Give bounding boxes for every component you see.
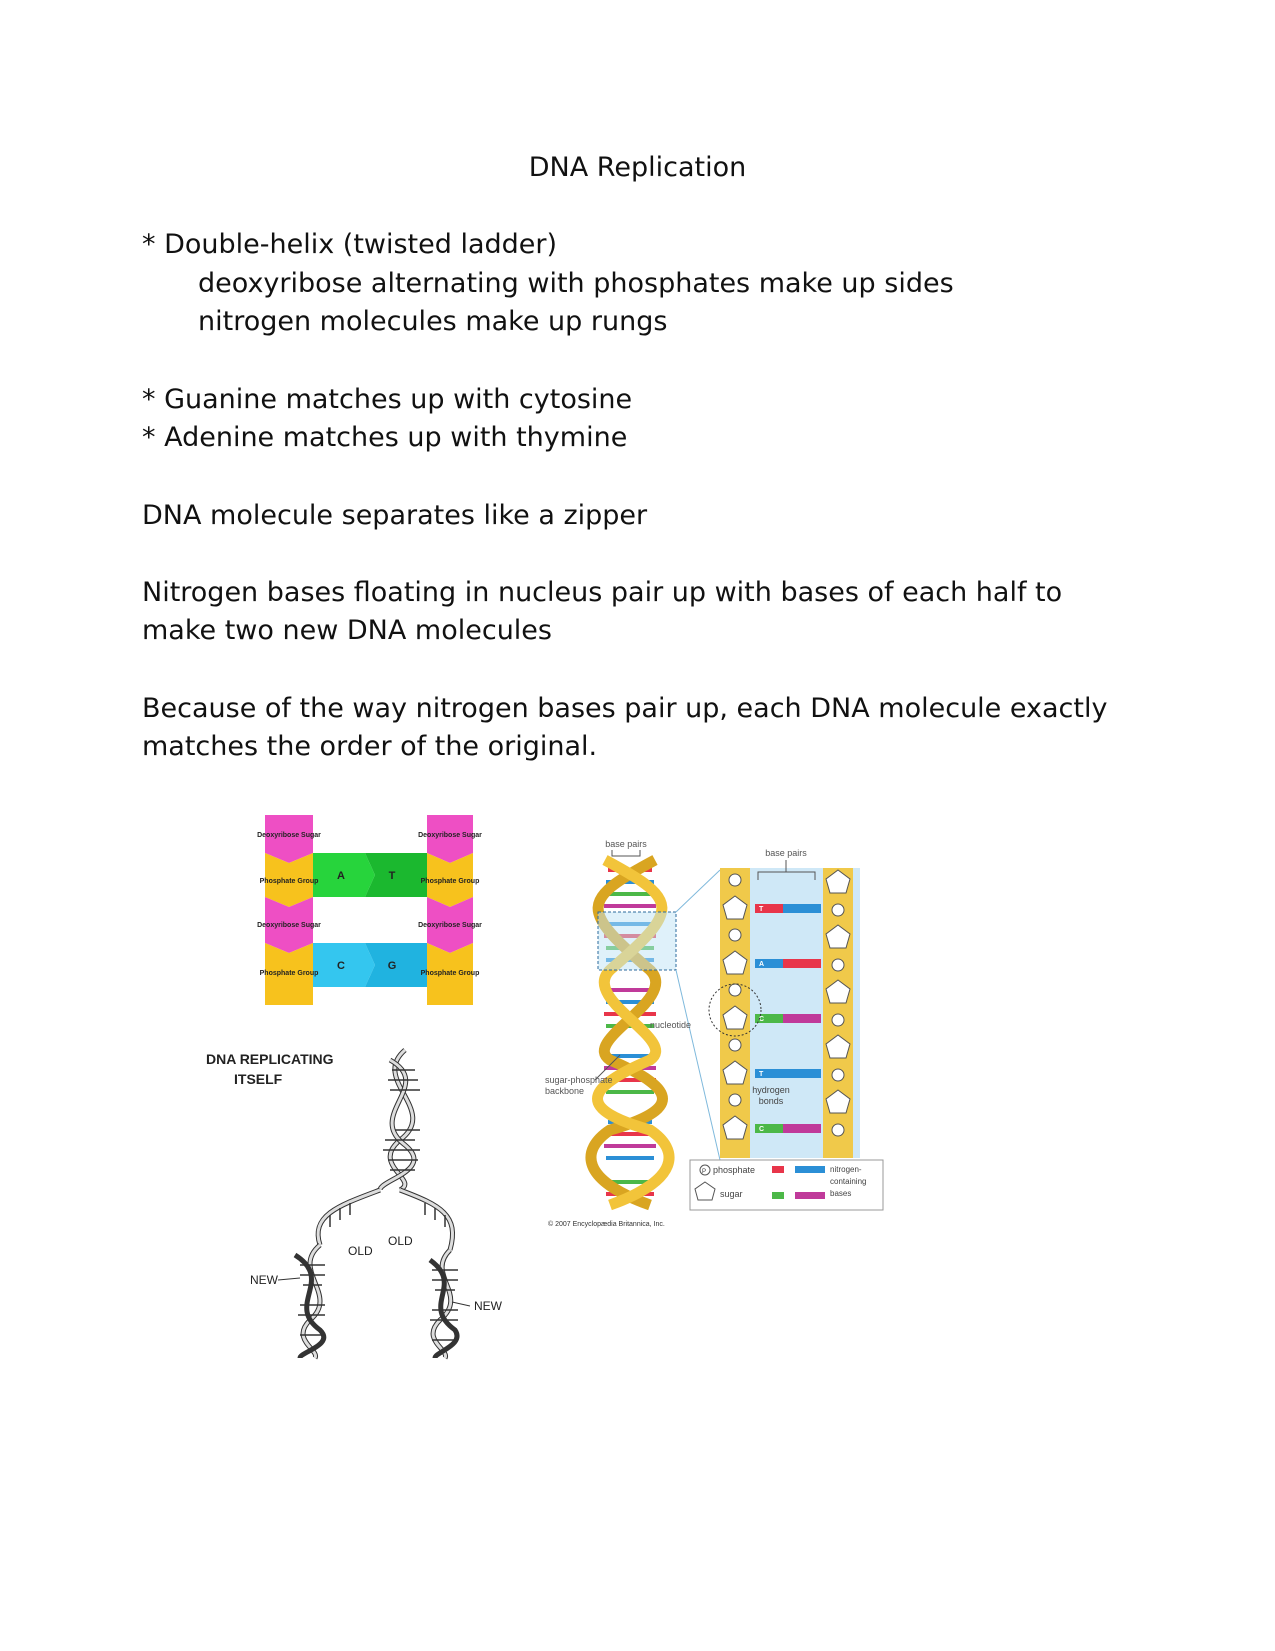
label-phosphate-4: Phosphate Group: [420, 970, 480, 977]
label-backbone-1: sugar-phosphate: [545, 1075, 613, 1085]
base-g: G: [387, 960, 397, 972]
pair-letter-4: T: [759, 1071, 764, 1078]
replication-title-1: DNA REPLICATING: [206, 1051, 334, 1067]
bullet-guanine: * Guanine matches up with cytosine: [142, 384, 633, 415]
label-sugar-2: Deoxyribose Sugar: [257, 922, 321, 929]
britannica-figure: [540, 830, 890, 1240]
base-t: T: [388, 870, 396, 882]
replication-fork: [318, 1190, 452, 1250]
copyright: © 2007 Encyclopædia Britannica, Inc.: [548, 1221, 665, 1228]
left-daughter-helix: [295, 1245, 325, 1358]
parent-helix: [380, 1050, 420, 1190]
text-rungs: nitrogen molecules make up rungs: [198, 306, 668, 337]
label-phosphate-1: Phosphate Group: [259, 878, 319, 885]
bullet-adenine: * Adenine matches up with thymine: [142, 422, 628, 453]
legend: [690, 1160, 883, 1210]
label-new-right: NEW: [474, 1299, 502, 1313]
label-sugar-3: Deoxyribose Sugar: [418, 832, 482, 839]
legend-bases-2: containing: [830, 1177, 867, 1186]
text-bases-1: Nitrogen bases floating in nucleus pair up with bases of each half to: [142, 577, 1063, 608]
label-nucleotide: nucleotide: [650, 1020, 692, 1030]
label-sugar-4: Deoxyribose Sugar: [418, 922, 482, 929]
text-zipper: DNA molecule separates like a zipper: [142, 500, 648, 531]
label-hydrogen-1: hydrogen: [752, 1085, 790, 1095]
text-order-2: matches the order of the original.: [142, 731, 598, 762]
replication-figure: [200, 1040, 520, 1360]
label-hydrogen-2: bonds: [758, 1096, 784, 1106]
page-title: DNA Replication: [528, 152, 747, 183]
label-backbone-2: backbone: [545, 1086, 585, 1096]
pair-letter-2: A: [759, 961, 765, 968]
label-phosphate-2: Phosphate Group: [259, 970, 319, 977]
pair-letter-3: C: [759, 1016, 765, 1023]
legend-sugar: sugar: [720, 1189, 743, 1199]
legend-phosphate: phosphate: [713, 1165, 756, 1175]
label-base-pairs-top: base pairs: [605, 839, 647, 849]
text-order-1: Because of the way nitrogen bases pair up, each DNA molecule exactly: [142, 693, 1108, 724]
label-phosphate-3: Phosphate Group: [420, 878, 480, 885]
base-c: C: [337, 960, 345, 972]
pair-letter-5: C: [759, 1126, 765, 1133]
base-a: A: [337, 870, 345, 882]
label-old-right: OLD: [388, 1234, 413, 1248]
replication-title-2: ITSELF: [234, 1071, 283, 1087]
label-sugar-1: Deoxyribose Sugar: [257, 832, 321, 839]
label-old-left: OLD: [348, 1244, 373, 1258]
text-sides: deoxyribose alternating with phosphates make up sides: [198, 268, 954, 299]
bullet-double-helix: * Double-helix (twisted ladder): [142, 229, 558, 260]
legend-bases-1: nitrogen-: [830, 1165, 862, 1174]
ladder-figure: [257, 815, 482, 1010]
label-new-left: NEW: [250, 1273, 278, 1287]
label-base-pairs-panel: base pairs: [765, 848, 807, 858]
right-daughter-helix: [430, 1250, 458, 1358]
legend-bases-3: bases: [830, 1189, 852, 1198]
legend-phosphate-symbol: P: [702, 1169, 707, 1175]
text-bases-2: make two new DNA molecules: [142, 615, 552, 646]
pair-letter-1: T: [759, 906, 764, 913]
